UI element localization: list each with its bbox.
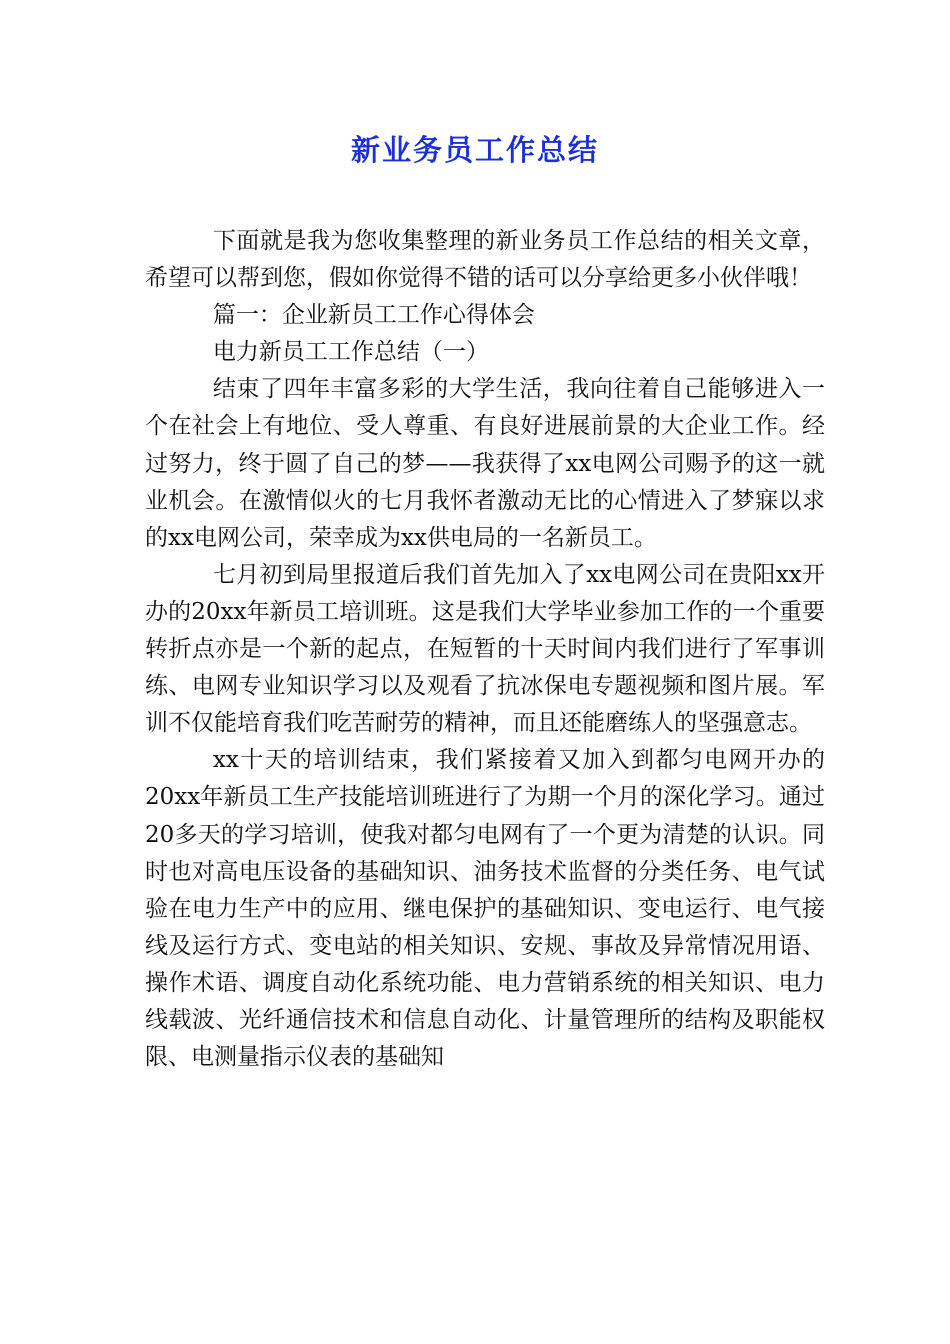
paragraph-body-1: 结束了四年丰富多彩的大学生活，我向往着自己能够进入一个在社会上有地位、受人尊重、有良好进展前景的大企业工作。经过努力，终于圆了自己的梦——我获得了xx电网公司赐予的这一就业机会。在激情似火的七月我怀者激动无比的心情进入了梦寐以求的xx电网公司，荣幸成为xx供电局的一名新员工。 [145, 376, 825, 551]
paragraph-body-2: 七月初到局里报道后我们首先加入了xx电网公司在贵阳xx开办的20xx年新员工培训班。这是我们大学毕业参加工作的一个重要转折点亦是一个新的起点，在短暂的十天时间内我们进行了军事训练、电网专业知识学习以及观看了抗冰保电专题视频和图片展。军训不仅能培育我们吃苦耐劳的精神，而且还能磨练人的坚强意志。 [145, 561, 825, 737]
document-body [145, 223, 825, 1076]
paragraph-subheading: 电力新员工工作总结（一） [212, 339, 489, 366]
paragraph-section-heading: 篇一：企业新员工工作心得体会 [212, 302, 535, 329]
document-title: 新业务员工作总结 [350, 133, 599, 167]
paragraph-intro: 下面就是我为您收集整理的新业务员工作总结的相关文章，希望可以帮到您，假如你觉得不错的话可以分享给更多小伙伴哦！ [145, 228, 825, 292]
paragraph-body-3: xx十天的培训结束，我们紧接着又加入到都匀电网开办的20xx年新员工生产技能培训班进行了为期一个月的深化学习。通过20多天的学习培训，使我对都匀电网有了一个更为清楚的认识。同时也对高电压设备的基础知识、油务技术监督的分类任务、电气试验在电力生产中的应用、继电保护的基础知识、变电运行、电气接线及运行方式、变电站的相关知识、安规、事故及异常情况用语、操作术语、调度自动化系统功能、电力营销系统的相关知识、电力线载波、光纤通信技术和信息自动化、计量管理所的结构及职能权限、电测量指示仪表的基础知 [145, 747, 825, 1071]
